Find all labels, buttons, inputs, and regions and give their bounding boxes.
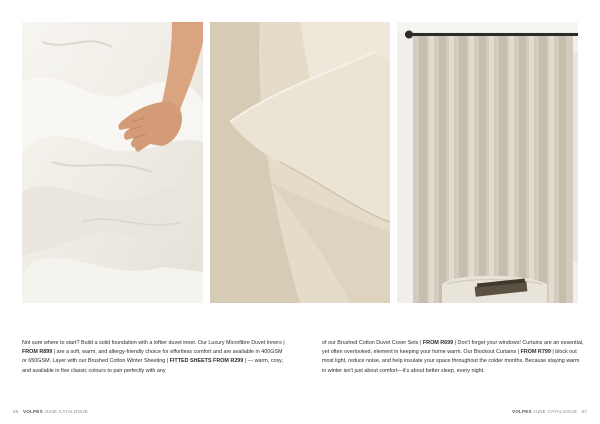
right-page-body-text [322, 339, 584, 376]
left-page-footer [10, 409, 88, 414]
text-run: | are a soft, warm, and allergy-friendly choice for effortless comfort and are available in 400GSM or 650GSM. Layer with our Brushed Cotton Winter Sheeting | [22, 349, 283, 365]
left-page-body-text [22, 339, 285, 376]
page-number: 57 [581, 409, 587, 414]
duvet-inner-photo [22, 22, 203, 303]
page-number: 56 [13, 409, 19, 414]
price-callout: FROM R699 [422, 340, 454, 346]
catalogue-name: JUNE CATALOGUE [44, 409, 89, 414]
text-run: | Don't forget your windows! Curtains are an essential, yet often overlooked, element in keeping your home warm. Our Blockout Curtains | [322, 340, 584, 356]
text-run: | block out most light, reduce noise, and help insulate your space throughout the colder months. Because staying warm in winter isn't just about comfort—it's about better sleep, every night. [322, 349, 580, 374]
price-callout: FITTED SHEETS FROM R299 [169, 358, 244, 365]
brand-name: VOLPES [511, 409, 532, 414]
brand-name: VOLPES [23, 409, 43, 414]
blockout-curtain-photo [397, 22, 578, 303]
right-page-footer [512, 409, 590, 414]
pillow-photo [210, 22, 390, 303]
text-run: Not sure where to start? Build a solid foundation with a loftier duvet inner. Our Luxury Microfibre Duvet Inners | [22, 340, 285, 346]
text-run: | — warm, cosy, and available in five classic colours to pair perfectly with any [22, 358, 283, 374]
text-run: of our Brushed Cotton Duvet Cover Sets | [322, 340, 423, 346]
price-callout: FROM R799 [520, 349, 551, 356]
price-callout: FROM R899 [22, 349, 53, 356]
catalogue-name: JUNE CATALOGUE [533, 409, 577, 414]
